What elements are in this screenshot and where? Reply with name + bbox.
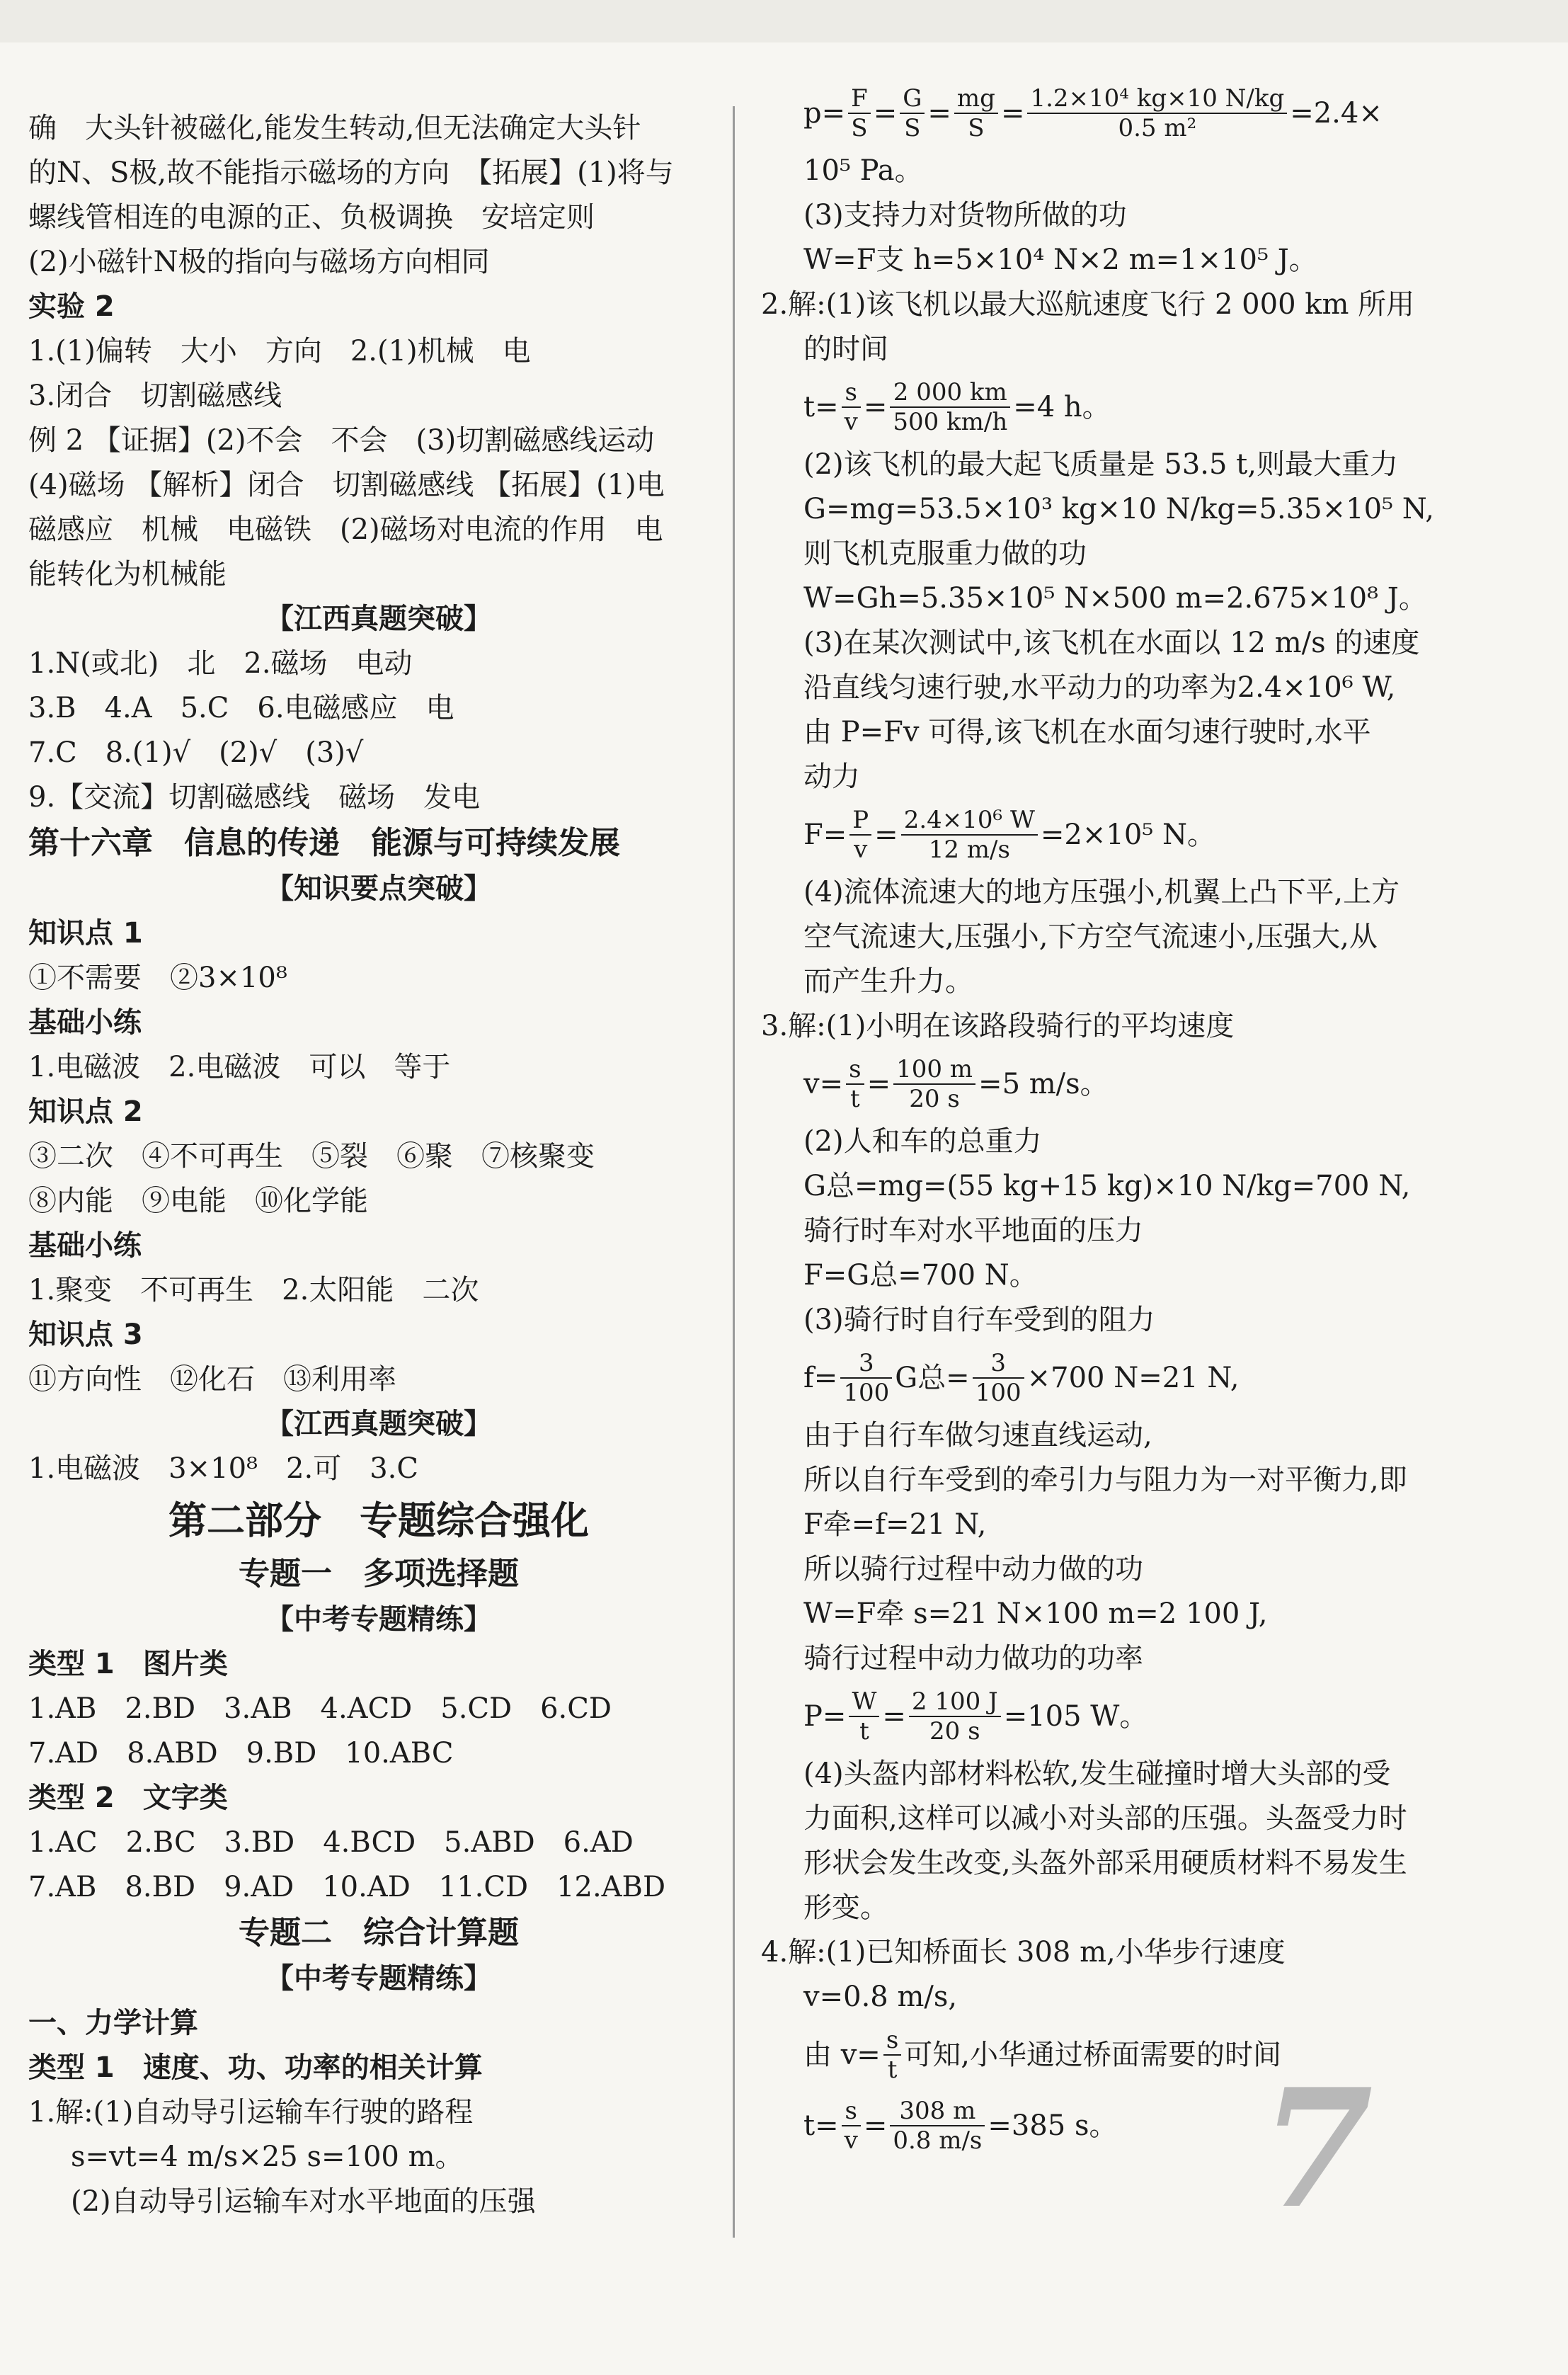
fraction: $\frac{3}{100}$ bbox=[840, 1349, 892, 1407]
text-line: 1.解:(1)自动导引运输车行驶的路程 bbox=[28, 2096, 474, 2129]
text-line: ①不需要 ②3×10⁸ bbox=[28, 962, 287, 994]
text-line: 而产生升力。 bbox=[803, 965, 973, 998]
fraction: $\frac{s}{v}$ bbox=[842, 2097, 861, 2155]
right-column bbox=[761, 78, 1540, 2161]
text-line: (4)头盔内部材料松软,发生碰撞时增大头部的受 bbox=[803, 1758, 1391, 1790]
text-line: 由于自行车做匀速直线运动, bbox=[803, 1419, 1152, 1452]
text-line: (4)磁场 【解析】闭合 切割磁感线 【拓展】(1)电 bbox=[28, 469, 665, 501]
section-heading: 类型 2 文字类 bbox=[28, 1782, 228, 1814]
text-line: 1.聚变 不可再生 2.太阳能 二次 bbox=[28, 1274, 479, 1306]
equation-time-bridge: t= $\frac{s}{v}$ = $\frac{308 m}{0.8 m/s}$ =385 s。 bbox=[803, 2097, 1118, 2155]
text-line: (2)自动导引运输车对水平地面的压强 bbox=[71, 2185, 536, 2218]
text-line: W=F牵 s=21 N×100 m=2 100 J, bbox=[803, 1597, 1268, 1630]
fraction: $\frac{100 m}{20 s}$ bbox=[893, 1055, 975, 1113]
text-line: (3)骑行时自行车受到的阻力 bbox=[803, 1304, 1155, 1336]
equation-from-v: 由 v= $\frac{s}{t}$ 可知,小华通过桥面需要的时间 bbox=[803, 2026, 1281, 2084]
column-divider bbox=[733, 106, 735, 2238]
text-line: 1.电磁波 2.电磁波 可以 等于 bbox=[28, 1051, 451, 1083]
equation-velocity: v= $\frac{s}{t}$ = $\frac{100 m}{20 s}$ =5 m/s。 bbox=[803, 1055, 1109, 1113]
fraction: $\frac{W}{t}$ bbox=[849, 1687, 879, 1745]
text-line: G总=mg=(55 kg+15 kg)×10 N/kg=700 N, bbox=[803, 1170, 1411, 1202]
fraction: $\frac{s}{t}$ bbox=[883, 2026, 901, 2084]
text-line: ⑪方向性 ⑫化石 ⑬利用率 bbox=[28, 1363, 396, 1396]
text-line: v=0.8 m/s, bbox=[803, 1981, 958, 2013]
text-line: 10⁵ Pa。 bbox=[803, 154, 923, 187]
equation-power: P= $\frac{W}{t}$ = $\frac{2 100 J}{20 s}$ =105 W。 bbox=[803, 1687, 1148, 1745]
text-line: G=mg=53.5×10³ kg×10 N/kg=5.35×10⁵ N, bbox=[803, 493, 1434, 525]
text-line: 由 P=Fv 可得,该飞机在水面匀速行驶时,水平 bbox=[803, 716, 1371, 748]
section-heading: 知识点 2 bbox=[28, 1095, 143, 1128]
subsection-heading: 【中考专题精练】 bbox=[265, 1603, 492, 1636]
text-line: 则飞机克服重力做的功 bbox=[803, 537, 1087, 570]
subsection-heading: 【江西真题突破】 bbox=[265, 1408, 492, 1440]
text-line: 磁感应 机械 电磁铁 (2)磁场对电流的作用 电 bbox=[28, 513, 663, 546]
answer-line: 1.AB 2.BD 3.AB 4.ACD 5.CD 6.CD bbox=[28, 1692, 612, 1725]
fraction: $\frac{\text{1.2×10⁴ kg×10 N/kg}}{\text{0.5 m²}}$ bbox=[1027, 84, 1287, 142]
text-line: 4.解:(1)已知桥面长 308 m,小华步行速度 bbox=[761, 1936, 1286, 1969]
text-line: 形变。 bbox=[803, 1891, 888, 1924]
equation-pressure: p= $\frac{F}{S}$ = $\frac{G}{S}$ = $\frac{mg}{S}$ = $\frac{\text{1.2×10⁴ kg×10 N/kg}}{\text{0.5 m²}}$ =2.4× bbox=[803, 84, 1383, 142]
text-line: 3.B 4.A 5.C 6.电磁感应 电 bbox=[28, 692, 454, 724]
text-line: 螺线管相连的电源的正、负极调换 安培定则 bbox=[28, 201, 595, 234]
text-line: W=Gh=5.35×10⁵ N×500 m=2.675×10⁸ J。 bbox=[803, 582, 1427, 615]
topic-title: 专题二 综合计算题 bbox=[239, 1915, 519, 1951]
section-heading: 类型 1 图片类 bbox=[28, 1648, 228, 1680]
fraction: $\frac{s}{v}$ bbox=[842, 378, 861, 436]
section-heading: 基础小练 bbox=[28, 1006, 142, 1039]
text-line: (2)人和车的总重力 bbox=[803, 1125, 1042, 1158]
fraction: $\frac{\text{2.4×10⁶ W}}{12 m/s}$ bbox=[901, 806, 1038, 864]
section-heading: 实验 2 bbox=[28, 290, 115, 323]
text-line: 能转化为机械能 bbox=[28, 558, 227, 591]
fraction: $\frac{P}{v}$ bbox=[849, 806, 871, 864]
subsection-heading: 【中考专题精练】 bbox=[265, 1962, 492, 1995]
text-line: 9.【交流】切割磁感线 磁场 发电 bbox=[28, 781, 481, 814]
text-line: (3)在某次测试中,该飞机在水面以 12 m/s 的速度 bbox=[803, 627, 1420, 659]
text-line: (3)支持力对货物所做的功 bbox=[803, 199, 1127, 232]
fraction: $\frac{3}{100}$ bbox=[973, 1349, 1024, 1407]
subsection-heading: 【知识要点突破】 bbox=[265, 872, 492, 905]
equation-force: F= $\frac{P}{v}$ = $\frac{\text{2.4×10⁶ W}}{12 m/s}$ =2×10⁵ N。 bbox=[803, 806, 1216, 864]
text-line: (2)小磁针N极的指向与磁场方向相同 bbox=[28, 246, 490, 278]
text-line: W=F支 h=5×10⁴ N×2 m=1×10⁵ J。 bbox=[803, 244, 1317, 276]
topic-title: 专题一 多项选择题 bbox=[239, 1556, 519, 1592]
text-line: (2)该飞机的最大起飞质量是 53.5 t,则最大重力 bbox=[803, 448, 1398, 481]
fraction: $\frac{mg}{S}$ bbox=[954, 84, 998, 142]
text-line: 形状会发生改变,头盔外部采用硬质材料不易发生 bbox=[803, 1847, 1407, 1879]
fraction: $\frac{G}{S}$ bbox=[900, 84, 925, 142]
text-line: 1.电磁波 3×10⁸ 2.可 3.C bbox=[28, 1452, 418, 1485]
text-line: 3.解:(1)小明在该路段骑行的平均速度 bbox=[761, 1010, 1235, 1042]
equation-friction: f= $\frac{3}{100}$ G总= $\frac{3}{100}$ ×700 N=21 N, bbox=[803, 1349, 1240, 1407]
text-line: 骑行时车对水平地面的压力 bbox=[803, 1214, 1143, 1247]
text-line: 的时间 bbox=[803, 333, 888, 365]
left-column bbox=[28, 106, 729, 2224]
text-line: F牵=f=21 N, bbox=[803, 1508, 987, 1541]
text-line: ⑧内能 ⑨电能 ⑩化学能 bbox=[28, 1185, 368, 1217]
text-line: 确 大头针被磁化,能发生转动,但无法确定大头针 bbox=[28, 112, 641, 144]
text-line: 7.C 8.(1)√ (2)√ (3)√ bbox=[28, 736, 364, 769]
text-line: 1.(1)偏转 大小 方向 2.(1)机械 电 bbox=[28, 335, 531, 368]
text-line: 沿直线匀速行驶,水平动力的功率为2.4×10⁶ W, bbox=[803, 671, 1396, 704]
fraction: $\frac{2 000 km}{500 km/h}$ bbox=[890, 378, 1010, 436]
text-line: 2.解:(1)该飞机以最大巡航速度飞行 2 000 km 所用 bbox=[761, 288, 1415, 321]
section-heading: 类型 1 速度、功、功率的相关计算 bbox=[28, 2051, 483, 2084]
fraction: $\frac{308 m}{0.8 m/s}$ bbox=[890, 2097, 985, 2155]
section-heading: 知识点 3 bbox=[28, 1319, 143, 1351]
fraction: $\frac{s}{t}$ bbox=[846, 1055, 864, 1113]
text-line: 所以骑行过程中动力做的功 bbox=[803, 1553, 1143, 1585]
section-heading: 一、力学计算 bbox=[28, 2007, 198, 2039]
scan-top-band bbox=[0, 0, 1568, 42]
text-line: F=G总=700 N。 bbox=[803, 1259, 1038, 1292]
chapter-title: 第十六章 信息的传递 能源与可持续发展 bbox=[28, 825, 620, 861]
text-line: 空气流速大,压强小,下方空气流速小,压强大,从 bbox=[803, 921, 1378, 953]
fraction: $\frac{2 100 J}{20 s}$ bbox=[909, 1687, 1001, 1745]
text-line: s=vt=4 m/s×25 s=100 m。 bbox=[71, 2141, 464, 2173]
answer-line: 7.AD 8.ABD 9.BD 10.ABC bbox=[28, 1737, 454, 1770]
text-line: 1.N(或北) 北 2.磁场 电动 bbox=[28, 647, 413, 680]
section-heading: 知识点 1 bbox=[28, 917, 143, 950]
text-line: 的N、S极,故不能指示磁场的方向 【拓展】(1)将与 bbox=[28, 156, 674, 189]
text-line: ③二次 ④不可再生 ⑤裂 ⑥聚 ⑦核聚变 bbox=[28, 1140, 595, 1173]
text-line: 动力 bbox=[803, 761, 860, 793]
subsection-heading: 【江西真题突破】 bbox=[265, 603, 492, 635]
text-line: (4)流体流速大的地方压强小,机翼上凸下平,上方 bbox=[803, 876, 1400, 909]
section-heading: 基础小练 bbox=[28, 1229, 142, 1262]
part-title: 第二部分 专题综合强化 bbox=[168, 1498, 589, 1543]
text-line: 3.闭合 切割磁感线 bbox=[28, 380, 282, 412]
answer-line: 1.AC 2.BC 3.BD 4.BCD 5.ABD 6.AD bbox=[28, 1826, 634, 1859]
equation-time: t= $\frac{s}{v}$ = $\frac{2 000 km}{500 km/h}$ =4 h。 bbox=[803, 378, 1111, 436]
text-line: 例 2 【证据】(2)不会 不会 (3)切割磁感线运动 bbox=[28, 424, 655, 457]
text-line: 所以自行车受到的牵引力与阻力为一对平衡力,即 bbox=[803, 1464, 1407, 1496]
page-number: 7 bbox=[1260, 2054, 1374, 2245]
text-line: 力面积,这样可以减小对头部的压强。头盔受力时 bbox=[803, 1802, 1407, 1835]
answer-line: 7.AB 8.BD 9.AD 10.AD 11.CD 12.ABD bbox=[28, 1871, 666, 1903]
text-line: 骑行过程中动力做功的功率 bbox=[803, 1642, 1143, 1675]
fraction: $\frac{F}{S}$ bbox=[848, 84, 871, 142]
